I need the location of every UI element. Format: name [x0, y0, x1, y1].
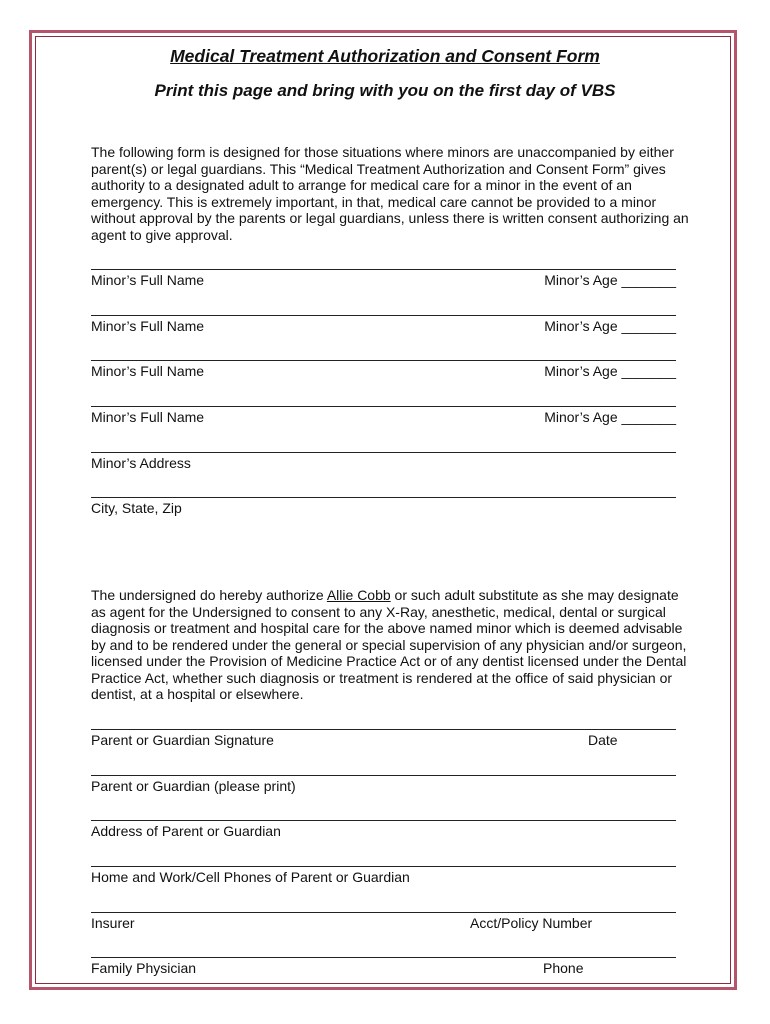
guardian-signature-field[interactable] — [91, 729, 676, 752]
physician-phone-label: Phone — [543, 960, 584, 976]
city-state-zip-label: City, State, Zip — [91, 500, 182, 516]
minor-1-name-label: Minor’s Full Name — [91, 272, 205, 288]
guardian-print-field[interactable] — [91, 775, 676, 798]
insurer-label: Insurer — [91, 915, 135, 931]
minor-address-label: Minor’s Address — [91, 455, 191, 471]
minor-2-age-label: Minor’s Age _______ — [544, 318, 676, 334]
authorization-text-after: or such adult substitute as she may designate as agent for the Undersigned to consent to any X-Ray, anesthetic, medical, dental or surgical diagnosis or treatment and hospital care for the above named minor which is deemed advisable by and to be rendered under the general or special supervision of any physician and/or surgeon, licensed under the Provision of Medicine Practice Act or of any dentist licensed under the Dental Practice Act, whether such diagnosis or treatment is rendered at the office of said physician or dentist, at a hospital or elsewhere. — [91, 587, 687, 702]
intro-paragraph: The following form is designed for those situations where minors are unaccompanied by either parent(s) or legal guardians. This “Medical Treatment Authorization and Consent Form” gives authority to a designated adult to arrange for medical care for a minor in the event of an emergency. This is extremely important, in that, medical care cannot be provided to a minor without approval by the parents or legal guardians, unless there is written consent authorizing an agent to give approval. — [91, 144, 689, 243]
minor-1-age-label: Minor’s Age _______ — [544, 272, 676, 288]
authorization-paragraph — [91, 587, 691, 703]
insurer-field[interactable] — [91, 912, 676, 935]
family-physician-field[interactable] — [91, 957, 676, 980]
guardian-address-field[interactable] — [91, 820, 676, 843]
minor-4-name-label: Minor’s Full Name — [91, 409, 205, 425]
minor-3-field[interactable] — [91, 360, 676, 383]
form-title: Medical Treatment Authorization and Consent Form — [170, 46, 600, 66]
minor-2-field[interactable] — [91, 315, 676, 338]
minor-4-age-label: Minor’s Age _______ — [544, 409, 676, 425]
guardian-phones-label: Home and Work/Cell Phones of Parent or Guardian — [91, 869, 410, 885]
guardian-print-label: Parent or Guardian (please print) — [91, 778, 296, 794]
minor-3-age-label: Minor’s Age _______ — [544, 363, 676, 379]
city-state-zip-field[interactable] — [91, 497, 676, 520]
agent-name: Allie Cobb — [326, 587, 391, 603]
minor-address-field[interactable] — [91, 452, 676, 475]
authorization-text-before: The undersigned do hereby authorize — [91, 587, 327, 603]
guardian-phones-field[interactable] — [91, 866, 676, 889]
minor-3-name-label: Minor’s Full Name — [91, 363, 205, 379]
date-label: Date — [588, 732, 618, 748]
minor-2-name-label: Minor’s Full Name — [91, 318, 205, 334]
guardian-address-label: Address of Parent or Guardian — [91, 823, 281, 839]
minor-1-field[interactable] — [91, 269, 676, 292]
family-physician-label: Family Physician — [91, 960, 197, 976]
guardian-signature-label: Parent or Guardian Signature — [91, 732, 274, 748]
minor-4-field[interactable] — [91, 406, 676, 429]
form-subtitle: Print this page and bring with you on the first day of VBS — [154, 81, 616, 100]
policy-number-label: Acct/Policy Number — [470, 915, 593, 931]
